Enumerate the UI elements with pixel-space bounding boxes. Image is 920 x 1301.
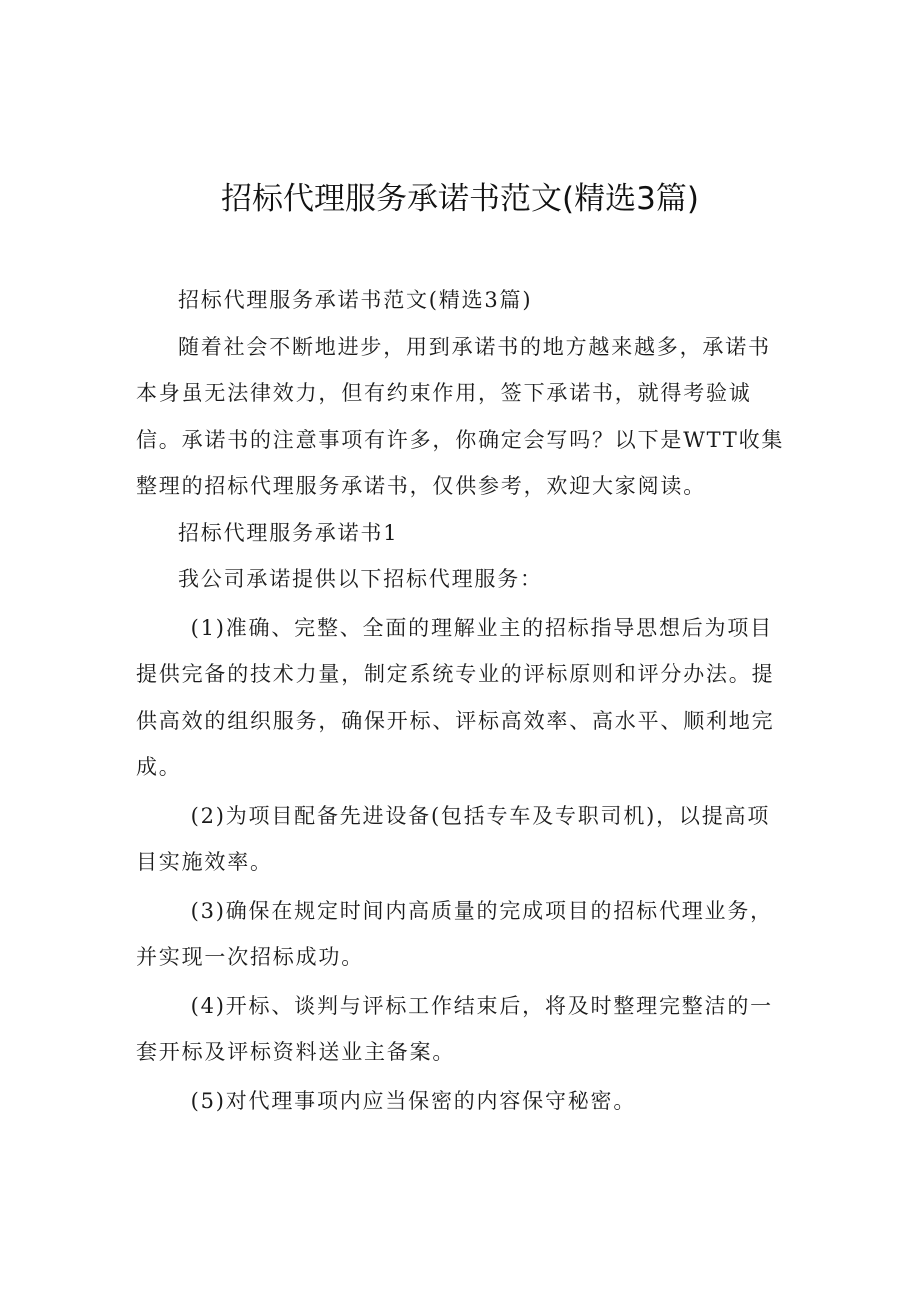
document-title: 招标代理服务承诺书范文(精选3篇)	[221, 181, 699, 217]
commitment-item-4: (4)开标、谈判与评标工作结束后，将及时整理完整洁的一套开标及评标资料送业主备案。	[136, 993, 773, 1064]
commitment-item-3: (3)确保在规定时间内高质量的完成项目的招标代理业务，并实现一次招标成功。	[136, 898, 773, 969]
section-heading: 招标代理服务承诺书1	[178, 520, 399, 545]
commitment-intro-paragraph: 我公司承诺提供以下招标代理服务：	[178, 567, 543, 591]
intro-paragraph: 随着社会不断地进步，用到承诺书的地方越来越多，承诺书本身虽无法律效力，但有约束作用，签下承诺书，就得考验诚信。承诺书的注意事项有许多，你确定会写吗？以下是WTT收集整理的招标代理服务承诺书，仅供参考，欢迎大家阅读。	[136, 334, 785, 498]
commitment-item-5: (5)对代理事项内应当保密的内容保守秘密。	[190, 1088, 637, 1113]
document-body	[136, 277, 786, 1124]
commitment-item-2: (2)为项目配备先进设备(包括专车及专职司机)，以提高项目实施效率。	[136, 803, 771, 874]
commitment-item-1: (1)准确、完整、全面的理解业主的招标指导思想后为项目提供完备的技术力量，制定系统专业的评标原则和评分办法。提供高效的组织服务，确保开标、评标高效率、高水平、顺利地完成。	[136, 615, 775, 779]
subtitle-paragraph: 招标代理服务承诺书范文(精选3篇)	[178, 288, 533, 312]
